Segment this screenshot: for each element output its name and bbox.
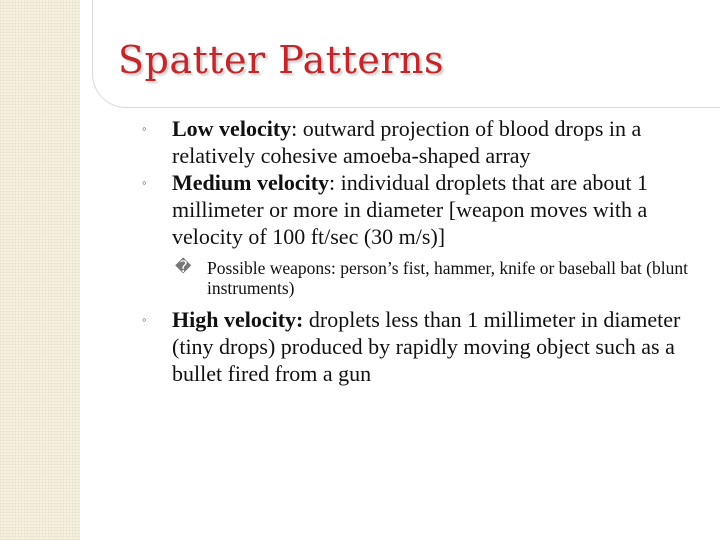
bullet-marker-icon: ◦ bbox=[142, 175, 147, 190]
bullet-marker-icon: ◦ bbox=[142, 121, 147, 136]
bullet-text: droplets less than 1 millimeter in diameter (tiny drops) produced by rapidly moving object such as a bullet fired from a gun bbox=[172, 307, 681, 386]
bullet-medium-velocity bbox=[140, 169, 710, 250]
bullet-text: individual droplets that are about 1 millimeter or more in diameter [weapon moves with a velocity of 100 ft/sec (30 m/s)] bbox=[172, 170, 648, 249]
sub-bullet-marker-icon: � bbox=[175, 259, 192, 276]
bullet-term: Low velocity bbox=[172, 116, 292, 141]
bullet-separator: : bbox=[329, 170, 336, 195]
slide-title: Spatter Patterns bbox=[118, 38, 444, 82]
bullet-term: Medium velocity bbox=[172, 170, 330, 195]
bullet-text: outward projection of blood drops in a relatively cohesive amoeba-shaped array bbox=[172, 116, 642, 168]
bullet-low-velocity bbox=[140, 115, 710, 169]
sub-bullet-text: Possible weapons: person’s fist, hammer, knife or baseball bat (blunt instruments) bbox=[207, 258, 688, 298]
bullet-marker-icon: ◦ bbox=[142, 312, 147, 327]
decorative-side-band bbox=[0, 0, 80, 540]
sub-bullet-possible-weapons bbox=[175, 258, 710, 298]
bullet-term: High velocity: bbox=[172, 307, 304, 332]
bullet-separator: : bbox=[291, 116, 298, 141]
slide-content bbox=[140, 115, 710, 387]
bullet-high-velocity bbox=[140, 306, 710, 387]
